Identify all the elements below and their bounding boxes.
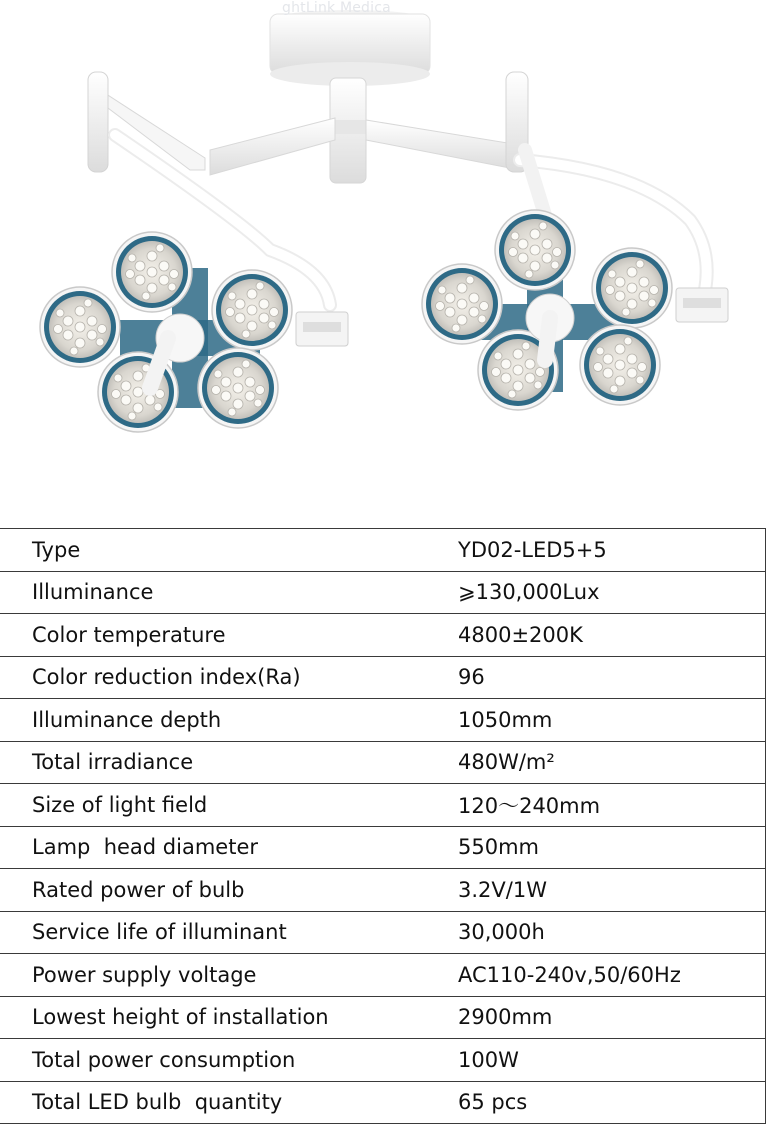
spec-row <box>0 571 766 614</box>
spec-label: Type <box>0 529 458 572</box>
spec-row <box>0 996 766 1039</box>
operating-lamp-illustration <box>0 0 772 525</box>
spec-value: 100W <box>458 1039 766 1082</box>
spec-label: Service life of illuminant <box>0 911 458 954</box>
spec-label: Total power consumption <box>0 1039 458 1082</box>
spec-value: 4800±200K <box>458 614 766 657</box>
spec-value: 550mm <box>458 826 766 869</box>
spec-value: AC110-240v,50/60Hz <box>458 954 766 997</box>
spec-value: 120～240mm <box>458 784 766 827</box>
spec-value: YD02-LED5+5 <box>458 529 766 572</box>
spec-label: Size of light field <box>0 784 458 827</box>
spec-row <box>0 911 766 954</box>
spec-value: 3.2V/1W <box>458 869 766 912</box>
spec-row <box>0 614 766 657</box>
spec-label: Total LED bulb quantity <box>0 1081 458 1124</box>
spec-row <box>0 529 766 572</box>
spec-row <box>0 656 766 699</box>
product-photo <box>0 0 772 525</box>
spec-label: Power supply voltage <box>0 954 458 997</box>
watermark-text: ghtLink Medica <box>282 0 391 16</box>
spec-value: 2900mm <box>458 996 766 1039</box>
spec-value: 96 <box>458 656 766 699</box>
spec-row <box>0 699 766 742</box>
spec-label: Color temperature <box>0 614 458 657</box>
spec-row <box>0 784 766 827</box>
spec-label: Lowest height of installation <box>0 996 458 1039</box>
specifications-table <box>0 528 766 1124</box>
spec-label: Illuminance <box>0 571 458 614</box>
spec-row <box>0 741 766 784</box>
spec-value: 480W/m² <box>458 741 766 784</box>
spec-value: 65 pcs <box>458 1081 766 1124</box>
spec-label: Color reduction index(Ra) <box>0 656 458 699</box>
spec-label: Total irradiance <box>0 741 458 784</box>
spec-row <box>0 869 766 912</box>
spec-value: 1050mm <box>458 699 766 742</box>
spec-row <box>0 826 766 869</box>
spec-label: Illuminance depth <box>0 699 458 742</box>
spec-value: 30,000h <box>458 911 766 954</box>
spec-value: ⩾130,000Lux <box>458 571 766 614</box>
spec-row <box>0 1039 766 1082</box>
spec-row <box>0 954 766 997</box>
spec-label: Lamp head diameter <box>0 826 458 869</box>
spec-label: Rated power of bulb <box>0 869 458 912</box>
spec-row <box>0 1081 766 1124</box>
